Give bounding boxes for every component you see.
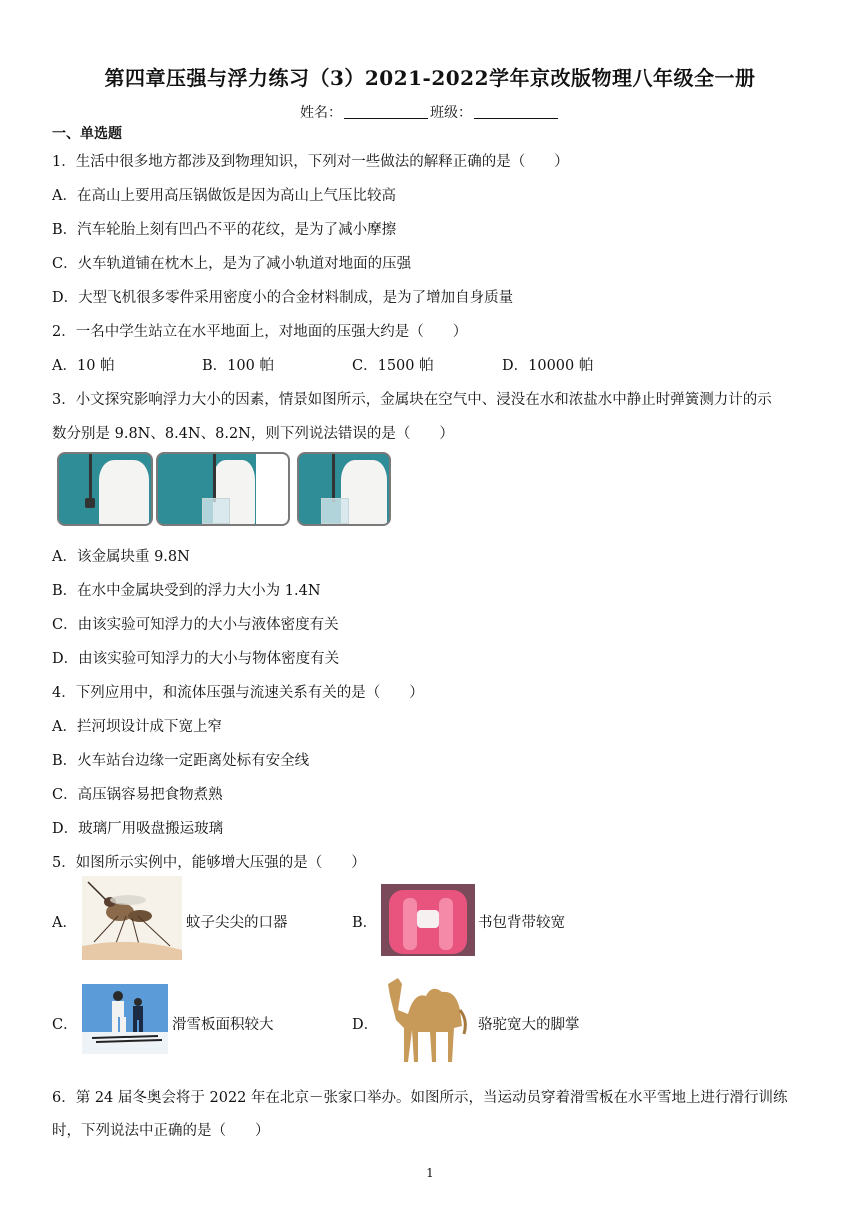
q1-option-a: A．在高山上要用高压锅做饭是因为高山上气压比较高 [52, 188, 396, 204]
q2-option-d: D．10000 帕 [502, 358, 594, 374]
q5-option-d-letter: D． [352, 1017, 379, 1033]
q6-stem-line1: 6．第 24 届冬奥会将于 2022 年在北京－张家口举办。如图所示，当运动员穿着滑雪板在水平雪地上进行滑行训练 [52, 1090, 788, 1106]
q5-option-a-caption: 蚊子尖尖的口器 [186, 915, 288, 931]
q5-option-b-letter: B． [352, 915, 378, 931]
class-label: 班级： [430, 105, 472, 121]
q3-stem-line2: 数分别是 9.8N、8.4N、8.2N，则下列说法错误的是（ ） [52, 426, 454, 442]
page-number: 1 [426, 1166, 434, 1180]
backpack-image [381, 884, 475, 956]
q4-stem: 4．下列应用中，和流体压强与流速关系有关的是（ ） [52, 685, 424, 701]
q6-stem-line2: 时，下列说法中正确的是（ ） [52, 1123, 270, 1139]
q3-photo-water [156, 452, 290, 526]
q1-option-b: B．汽车轮胎上刻有凹凸不平的花纹，是为了减小摩擦 [52, 222, 397, 238]
q5-option-d-caption: 骆驼宽大的脚掌 [478, 1017, 580, 1033]
skier-image [82, 984, 168, 1054]
q4-option-b: B．火车站台边缘一定距离处标有安全线 [52, 753, 310, 769]
q1-stem: 1．生活中很多地方都涉及到物理知识，下列对一些做法的解释正确的是（ ） [52, 154, 569, 170]
q2-option-c: C．1500 帕 [352, 358, 434, 374]
q4-option-c: C．高压锅容易把食物煮熟 [52, 787, 223, 803]
student-info-line [0, 102, 860, 122]
name-label: 姓名： [300, 105, 342, 121]
q5-option-a-letter: A． [52, 915, 77, 931]
q2-stem: 2．一名中学生站立在水平地面上，对地面的压强大约是（ ） [52, 324, 468, 340]
q1-option-c: C．火车轨道铺在枕木上，是为了减小轨道对地面的压强 [52, 256, 412, 272]
camel-image [378, 970, 474, 1066]
q3-option-a: A．该金属块重 9.8N [52, 549, 190, 565]
q3-photo-brine [297, 452, 391, 526]
section-heading: 一、单选题 [52, 126, 122, 142]
q3-option-d: D．由该实验可知浮力的大小与物体密度有关 [52, 651, 340, 667]
page-title: 第四章压强与浮力练习（3）2021-2022学年京改版物理八年级全一册 [104, 66, 756, 90]
q3-option-b: B．在水中金属块受到的浮力大小为 1.4N [52, 583, 321, 599]
q2-option-b: B．100 帕 [202, 358, 274, 374]
q4-option-d: D．玻璃厂用吸盘搬运玻璃 [52, 821, 224, 837]
name-blank[interactable] [344, 106, 428, 119]
class-blank[interactable] [474, 106, 558, 119]
q4-option-a: A．拦河坝设计成下宽上窄 [52, 719, 222, 735]
mosquito-image [82, 876, 182, 960]
q1-option-d: D．大型飞机很多零件采用密度小的合金材料制成，是为了增加自身质量 [52, 290, 514, 306]
q5-option-b-caption: 书包背带较宽 [478, 915, 565, 931]
q3-stem-line1: 3．小文探究影响浮力大小的因素，情景如图所示，金属块在空气中、浸没在水和浓盐水中静止时弹簧测力计的示 [52, 392, 772, 408]
q3-photo-air [57, 452, 153, 526]
q2-option-a: A．10 帕 [52, 358, 115, 374]
q5-option-c-caption: 滑雪板面积较大 [172, 1017, 274, 1033]
q5-stem: 5．如图所示实例中，能够增大压强的是（ ） [52, 855, 366, 871]
q3-option-c: C．由该实验可知浮力的大小与液体密度有关 [52, 617, 339, 633]
q5-option-c-letter: C． [52, 1017, 78, 1033]
